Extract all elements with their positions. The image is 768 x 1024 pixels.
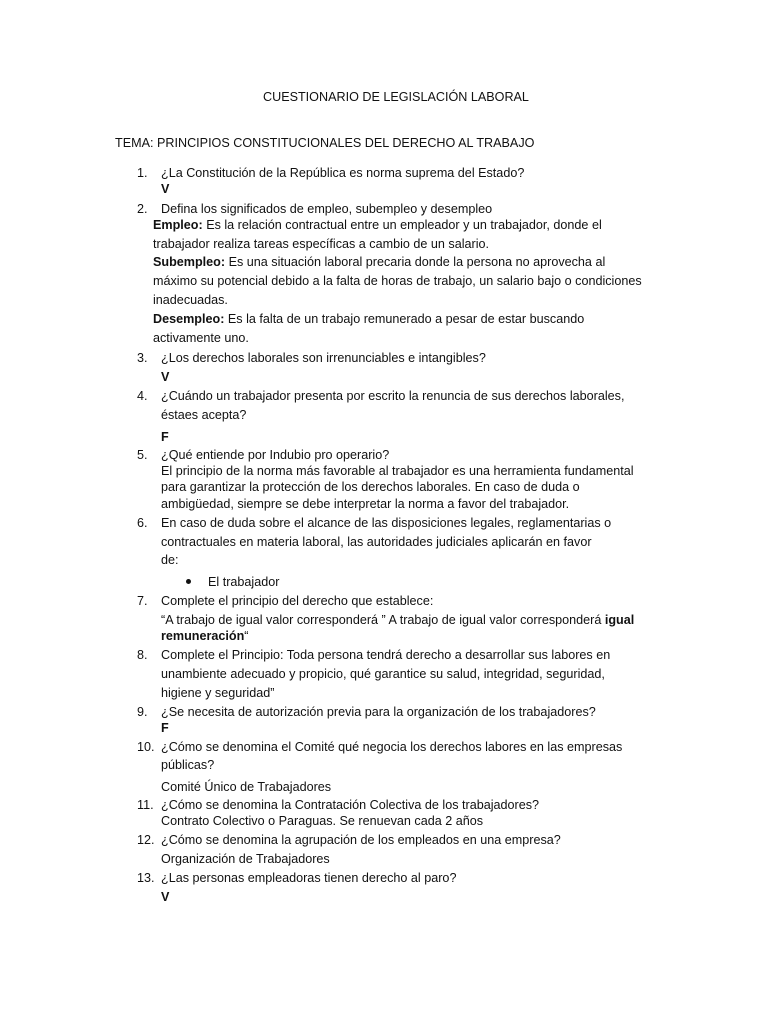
- term-label: Subempleo:: [153, 255, 226, 269]
- answer-text: V: [161, 370, 170, 384]
- definition-text: Es la relación contractual entre un empleador y un trabajador, donde el: [206, 218, 602, 232]
- question-text: contractuales en materia laboral, las autoridades judiciales aplicarán en favor: [161, 535, 592, 549]
- answer-text: Comité Único de Trabajadores: [161, 780, 332, 794]
- question-number: 2.: [137, 202, 148, 216]
- question-number: 8.: [137, 648, 148, 662]
- question-text: ¿Las personas empleadoras tienen derecho al paro?: [161, 871, 457, 885]
- question-text: unambiente adecuado y propicio, qué garantice su salud, integridad, seguridad,: [161, 667, 605, 681]
- question-number: 6.: [137, 516, 148, 530]
- question-text: ¿Cómo se denomina el Comité qué negocia los derechos labores en las empresas: [161, 740, 623, 754]
- question-number: 9.: [137, 705, 148, 719]
- question-number: 10.: [137, 740, 155, 754]
- question-number: 1.: [137, 166, 148, 180]
- answer-text: F: [161, 430, 169, 444]
- question-text: ¿Cómo se denomina la Contratación Colectiva de los trabajadores?: [161, 798, 540, 812]
- question-text: higiene y seguridad”: [161, 686, 275, 700]
- answer-text: V: [161, 182, 170, 196]
- answer-text: El trabajador: [208, 575, 280, 589]
- answer-line: [153, 254, 605, 270]
- document-title: CUESTIONARIO DE LEGISLACIÓN LABORAL: [263, 90, 529, 104]
- answer-text: V: [161, 890, 170, 904]
- answer-line: [153, 311, 584, 327]
- answer-line: [153, 217, 602, 233]
- term-label: Desempleo:: [153, 312, 225, 326]
- question-number: 3.: [137, 351, 148, 365]
- question-number: 11.: [137, 798, 154, 812]
- question-text: de:: [161, 553, 179, 567]
- answer-line: trabajador realiza tareas específicas a cambio de un salario.: [153, 237, 490, 251]
- answer-emphasis: remuneración: [161, 629, 245, 643]
- answer-line: activamente uno.: [153, 331, 249, 345]
- question-text: ¿Los derechos laborales son irrenunciables e intangibles?: [161, 351, 486, 365]
- answer-line: ambigüedad, siempre se debe interpretar la norma a favor del trabajador.: [161, 497, 570, 511]
- question-text: ¿La Constitución de la República es norma suprema del Estado?: [161, 166, 525, 180]
- question-number: 12.: [137, 833, 155, 847]
- question-text: Defina los significados de empleo, subempleo y desempleo: [161, 202, 493, 216]
- question-text: públicas?: [161, 758, 215, 772]
- question-text: Complete el principio del derecho que establece:: [161, 594, 434, 608]
- question-text: ¿Cuándo un trabajador presenta por escrito la renuncia de sus derechos laborales,: [161, 389, 625, 403]
- term-label: Empleo:: [153, 218, 203, 232]
- answer-line: para garantizar la protección de los derechos laborales. En caso de duda o: [161, 480, 580, 494]
- closing-quote: “: [244, 629, 249, 643]
- question-text: En caso de duda sobre el alcance de las disposiciones legales, reglamentarias o: [161, 516, 612, 530]
- definition-text: Es la falta de un trabajo remunerado a pesar de estar buscando: [227, 312, 585, 326]
- question-text: ¿Qué entiende por Indubio pro operario?: [161, 448, 390, 462]
- question-text: Complete el Principio: Toda persona tendrá derecho a desarrollar sus labores en: [161, 648, 611, 662]
- question-number: 4.: [137, 389, 148, 403]
- answer-line: máximo su potencial debido a la falta de horas de trabajo, un salario bajo o condiciones: [153, 274, 642, 288]
- question-number: 7.: [137, 594, 148, 608]
- question-text: éstaes acepta?: [161, 408, 247, 422]
- answer-line: inadecuadas.: [153, 293, 228, 307]
- question-number: 13.: [137, 871, 155, 885]
- answer-text: Contrato Colectivo o Paraguas. Se renuevan cada 2 años: [161, 814, 484, 828]
- question-text: ¿Se necesita de autorización previa para la organización de los trabajadores?: [161, 705, 596, 719]
- answer-text: Organización de Trabajadores: [161, 852, 330, 866]
- answer-emphasis: igual: [604, 613, 635, 627]
- answer-line: El principio de la norma más favorable al trabajador es una herramienta fundamental: [161, 464, 634, 478]
- answer-line: [161, 612, 634, 628]
- answer-text: F: [161, 721, 169, 735]
- bullet-point: [186, 579, 191, 584]
- definition-text: Es una situación laboral precaria donde la persona no aprovecha al: [228, 255, 606, 269]
- question-text: ¿Cómo se denomina la agrupación de los empleados en una empresa?: [161, 833, 561, 847]
- topic-heading: TEMA: PRINCIPIOS CONSTITUCIONALES DEL DERECHO AL TRABAJO: [115, 136, 535, 150]
- question-number: 5.: [137, 448, 148, 462]
- principle-text: “A trabajo de igual valor corresponderá ” A trabajo de igual valor corresponderá: [161, 613, 602, 627]
- answer-line: [161, 628, 249, 644]
